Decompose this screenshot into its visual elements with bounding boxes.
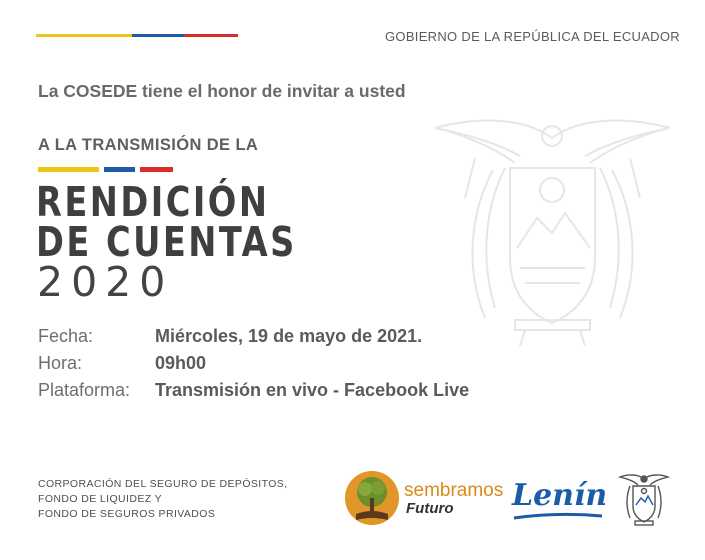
flag-stripe-yellow [36,34,132,37]
platform-label: Plataforma: [38,380,131,400]
title-line-1: RENDICIÓN [36,178,270,226]
ecuador-coat-of-arms-icon [618,472,670,528]
platform-value: Transmisión en vivo - Facebook Live [155,380,470,400]
ecuador-coat-of-arms-watermark-icon [425,108,680,353]
lenin-logo-text: Lenín [512,478,608,513]
org-name-line-2: FONDO DE LIQUIDEZ Y [38,493,163,505]
invitation-text: La COSEDE tiene el honor de invitar a usted [38,81,406,101]
flag-stripe-blue [132,34,184,37]
title-flag-yellow [38,167,99,172]
title-flag-red [140,167,173,172]
date-label: Fecha: [38,326,94,346]
sembramos-text: sembramos [404,480,504,501]
government-header: GOBIERNO DE LA REPÚBLICA DEL ECUADOR [385,29,680,44]
sembramos-futuro-tree-logo-icon [344,470,400,526]
futuro-text: Futuro [406,500,454,517]
time-value: 09h00 [155,353,207,373]
org-name-line-3: FONDO DE SEGUROS PRIVADOS [38,508,216,520]
title-year: 2020 [37,258,174,306]
transmission-heading: A LA TRANSMISIÓN DE LA [38,136,259,154]
date-value: Miércoles, 19 de mayo de 2021. [155,326,423,346]
time-label: Hora: [38,353,83,373]
lenin-underline [512,510,604,522]
title-flag-blue [104,167,135,172]
org-name-line-1: CORPORACIÓN DEL SEGURO DE DEPÓSITOS, [38,478,288,490]
title-line-2: DE CUENTAS [36,218,297,266]
flag-stripe-red [184,34,238,37]
